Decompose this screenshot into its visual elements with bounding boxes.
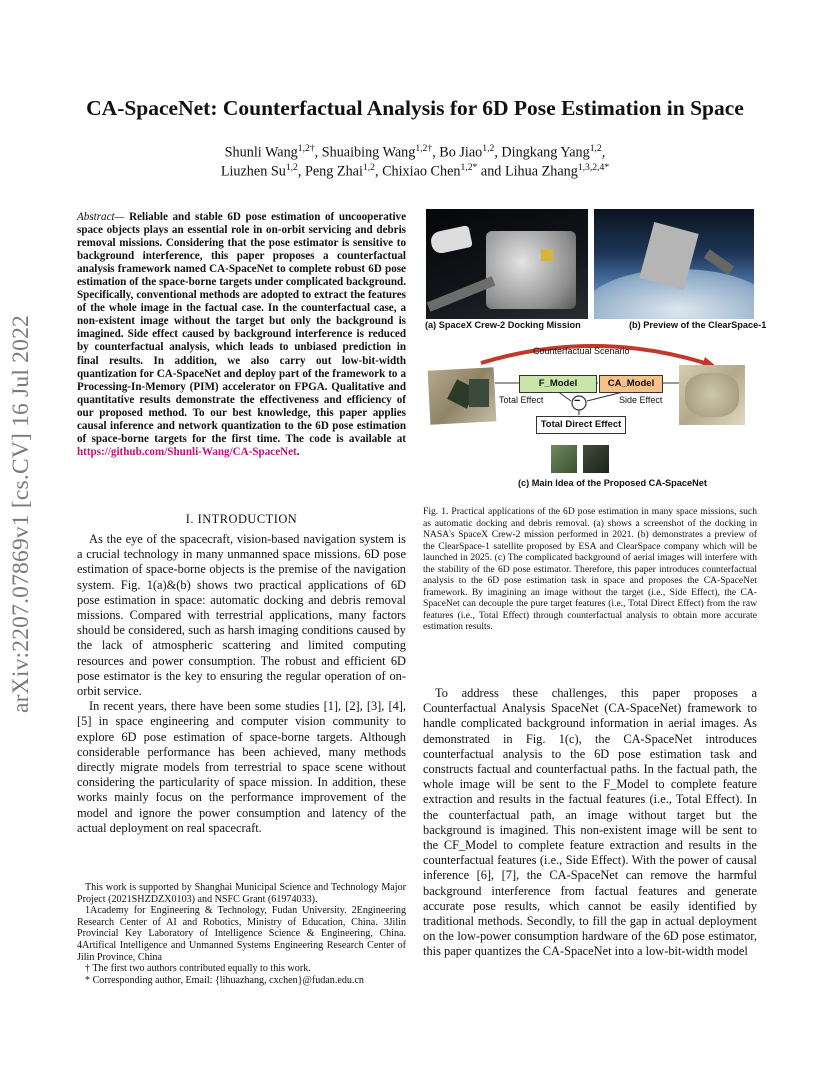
photo-spacex-docking — [426, 209, 588, 319]
abstract-text: Reliable and stable 6D pose estimation of uncooperative space objects plays an essential role in on-orbit servicing and debris removal missions. Considering that the pose estimator is sensitive to background interference, this paper proposes a counterfactual analysis framework named CA-SpaceNet to complete robust 6D pose estimation of the space-borne targets under complicated background. Specifically, conventional methods are adopted to extract the features of the whole image in the factual case. In the counterfactual case, a non-existent image without the target but only the background is imagined. Side effect caused by background interference is reduced by counterfactual analysis, which leads to unbiased prediction in final results. In addition, we also carry out low-bit-width quantization for CA-SpaceNet and deploy part of the framework to a Processing-In-Memory (PIM) accelerator on FPGA. Qualitative and quantitative results demonstrate the effectiveness and efficiency of our proposed method. To our best knowledge, this paper applies causal inference and network quantization to the 6D pose estimation of space-borne targets for the first time. The code is available at — [77, 211, 406, 445]
output-image-1 — [551, 445, 577, 473]
background-image — [679, 365, 745, 425]
right-paragraph: To address these challenges, this paper proposes a Counterfactual Analysis SpaceNet (CA-SpaceNet) framework to handle complicated background information in aerial images. As demonstrated in Fig. 1(c), the CA-SpaceNet introduces counterfactual analysis to the 6D pose estimation task and constructs factual and counterfactual paths. In the factual path, the whole image will be sent to the F_Model to complete feature extraction and results in the factual features (i.e., Total Effect). In the counterfactual path, an image without target but the background is imagined. This non-existent image will be sent to the CF_Model to complete feature extraction and results in the counterfactual features (i.e., Side Effect). With the power of causal inference [6], [7], the CA-SpaceNet can remove the harmful background interference from factual features and generate accurate pose results, which cannot be easily identified by traditional methods. Secondly, to fill the gap in actual deployment on the low-power consumption hardware of the 6D pose estimator, this paper quantizes the CA-SpaceNet into a low-bit-width model — [423, 686, 757, 959]
total-direct-effect-box: Total Direct Effect — [536, 416, 626, 434]
footnote-funding: This work is supported by Shanghai Municipal Science and Technology Major Project (2021SHZDZX0103) and NSFC Grant (61974033). — [77, 882, 406, 905]
input-image-shadow — [469, 379, 489, 407]
paper-title: CA-SpaceNet: Counterfactual Analysis for 6D Pose Estimation in Space — [86, 96, 744, 120]
arxiv-identifier: arXiv:2207.07869v1 [cs.CV] 16 Jul 2022 — [8, 315, 34, 713]
total-effect-label: Total Effect — [499, 395, 544, 405]
intro-paragraph-2: In recent years, there have been some studies [1], [2], [3], [4], [5] in space engineering and computer vision community to explore 6D pose estimation of space-borne targets. Although considerable performance has been achieved, many methods directly migrate models from terrestrial to space scene without considering the particularity of space mission. In addition, these works mainly focus on the performance improvement of the model and ignore the power consumption and latency of the actual deployment on real spacecraft. — [77, 699, 406, 835]
footnote-equal: † The first two authors contributed equally to this work. — [85, 963, 311, 975]
counterfactual-scenario-label: Counterfactual Scenario — [533, 346, 630, 356]
caption-label-b: (b) Preview of the ClearSpace-1 — [629, 320, 767, 330]
section-heading-introduction: I. INTRODUCTION — [185, 512, 298, 526]
figure-caption: Fig. 1. Practical applications of the 6D pose estimation in many space missions, such as automatic docking and debris removal. (a) shows a screenshot of the docking in NASA's SpaceX Crew-2 mission performed in 2021. (b) demonstrates a preview of the ClearSpace-1 satellite proposed by ESA and ClearSpace company which will be launched in 2025. (c) The complicated background of aerial images will interfere with the stability of the 6D pose estimator. Therefore, this paper introduces counterfactual analysis to the 6D pose estimation task in space and proposes the CA-SpaceNet framework. By imagining an image without the target (i.e., Side Effect), the CA-SpaceNet can decouple the pure target features (i.e., Total Direct Effect) from the raw features (i.e., Total Effect) through counterfactual analysis to obtain more accurate estimation results. — [423, 506, 757, 632]
footnote-affiliations: 1Academy for Engineering & Technology, Fudan University. 2Engineering Research Center of AI and Robotics, Ministry of Education, China. 3Jilin Provincial Key Laboratory of Intelligence Science & Engineering, China. 4Artifical Intelligence and Unmanned Systems Engineering Research Center of Jilin Province, China — [77, 905, 406, 963]
code-link[interactable]: https://github.com/Shunli-Wang/CA-SpaceNet — [77, 445, 297, 458]
author-line-1: Shunli Wang$^{1,2\dagger}$, Shuaibing Wang$^{1,2\dagger}$, Bo Jiao$^{1,2}$, Dingkang Yang$^{1,2}$, — [224, 143, 606, 161]
abstract: Abstract— Reliable and stable 6D pose estimation of uncooperative space objects plays an essential role in on-orbit servicing and debris removal missions. Considering that the pose estimator is sensitive to background interference, this paper proposes a counterfactual analysis framework named CA-SpaceNet to complete robust 6D pose estimation of the space-borne targets under complicated background. Specifically, conventional methods are adopted to extract the features of the whole image in the factual case. In the counterfactual case, a non-existent image without the target but only the background is imagined. Side effect caused by background interference is reduced by counterfactual analysis, which leads to unbiased prediction in final results. In addition, we also carry out low-bit-width quantization for CA-SpaceNet and deploy part of the framework to a Processing-In-Memory (PIM) accelerator on FPGA. Qualitative and quantitative results demonstrate the effectiveness and efficiency of our proposed method. To our best knowledge, this paper applies causal inference and network quantization to the 6D pose estimation of space-borne targets for the first time. The code is available at https://github.com/Shunli-Wang/CA-SpaceNet. — [77, 211, 406, 458]
abstract-lead: Abstract— — [77, 211, 125, 223]
ca-model-box: CA_Model — [599, 375, 663, 393]
f-model-box: F_Model — [519, 375, 597, 393]
output-image-2 — [583, 445, 609, 473]
author-line-2: Liuzhen Su$^{1,2}$, Peng Zhai$^{1,2}$, Chixiao Chen$^{1,2*}$ and Lihua Zhang$^{1,3,2,4*}$ — [220, 162, 610, 180]
footnotes — [77, 882, 406, 986]
footnote-corresponding: * Corresponding author, Email: {lihuazhang, cxchen}@fudan.edu.cn — [85, 974, 364, 986]
side-effect-label: Side Effect — [619, 395, 663, 405]
caption-label-c: (c) Main Idea of the Proposed CA-SpaceNet — [518, 478, 707, 488]
introduction-body — [77, 532, 406, 836]
minus-sign: − — [574, 395, 581, 407]
caption-label-a: (a) SpaceX Crew-2 Docking Mission — [425, 320, 581, 330]
figure-1 — [423, 205, 767, 495]
photo-clearspace — [594, 209, 754, 319]
intro-paragraph-1: As the eye of the spacecraft, vision-based navigation system is a crucial technology in many unmanned space missions. 6D pose estimation of space-borne objects is the premise of the navigation system. Fig. 1(a)&(b) shows two practical applications of 6D pose estimation in space: automatic docking and debris removal missions. Compared with terrestrial applications, many factors should be considered, such as harsh imaging conditions caused by the lack of atmospheric scattering and limited computing resources and power consumption. The robust and efficient 6D pose estimator is the key to ensuring the regular operation of on-orbit service. — [77, 532, 406, 699]
right-column-body — [423, 686, 757, 960]
